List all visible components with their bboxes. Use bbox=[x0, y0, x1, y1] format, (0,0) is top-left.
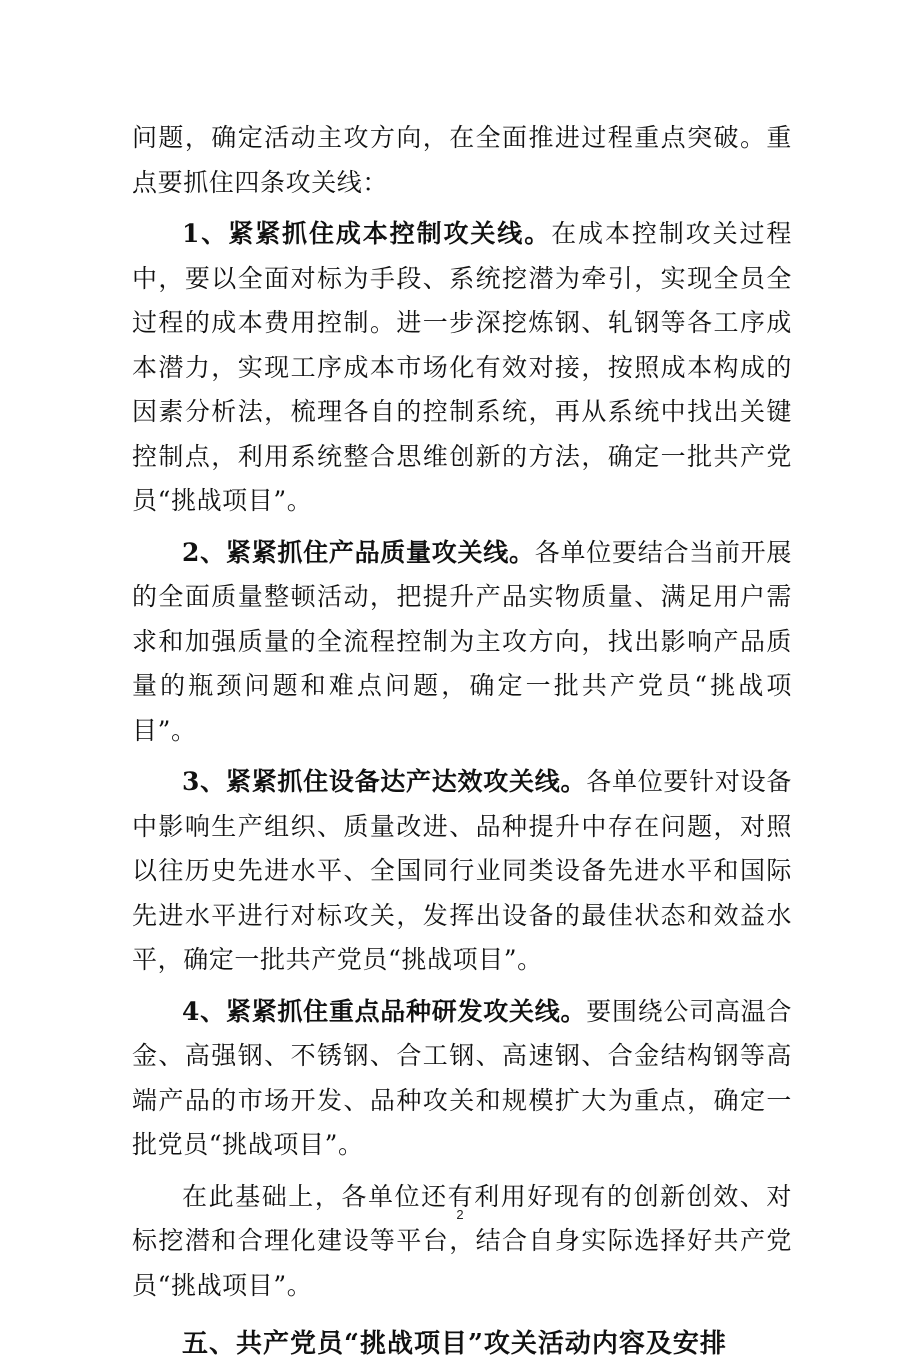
item-1-body: 在成本控制攻关过程中，要以全面对标为手段、系统挖潜为牵引，实现全员全过程的成本费用控制。进一步深挖炼钢、轧钢等各工序成本潜力，实现工序成本市场化有效对接，按照成本构成的因素分析法，梳理各自的控制系统，再从系统中找出关键控制点，利用系统整合思维创新的方法，确定一批共产党员“挑战项目”。 bbox=[132, 219, 792, 515]
item-3-body: 各单位要针对设备中影响生产组织、质量改进、品种提升中存在问题，对照以往历史先进水平、全国同行业同类设备先进水平和国际先进水平进行对标攻关，发挥出设备的最佳状态和效益水平，确定一批共产党员“挑战项目”。 bbox=[132, 767, 792, 974]
closing-paragraph: 在此基础上，各单位还有利用好现有的创新创效、对标挖潜和合理化建设等平台，结合自身实际选择好共产党员“挑战项目”。 bbox=[132, 1181, 792, 1300]
page-number: 2 bbox=[456, 1207, 464, 1222]
intro-paragraph: 问题，确定活动主攻方向，在全面推进过程重点突破。重点要抓住四条攻关线： bbox=[132, 123, 792, 197]
section-heading: 五、共产党员“挑战项目”攻关活动内容及安排 bbox=[182, 1329, 727, 1359]
item-2-body: 各单位要结合当前开展的全面质量整顿活动，把提升产品实物质量、满足用户需求和加强质量的全流程控制为主攻方向，找出影响产品质量的瓶颈问题和难点问题，确定一批共产党员“挑战项目”。 bbox=[132, 537, 792, 745]
item-3-lead: 3、紧紧抓住设备达产达效攻关线。 bbox=[182, 767, 587, 796]
item-1-paragraph bbox=[132, 212, 792, 524]
item-2-paragraph bbox=[132, 531, 792, 754]
item-1-lead: 1、紧紧抓住成本控制攻关线。 bbox=[182, 219, 552, 248]
item-3-paragraph bbox=[132, 760, 792, 983]
document-page bbox=[132, 116, 792, 1367]
item-2-lead: 2、紧紧抓住产品质量攻关线。 bbox=[182, 537, 535, 567]
item-4-body: 要围绕公司高温合金、高强钢、不锈钢、合工钢、高速钢、合金结构钢等高端产品的市场开发、品种攻关和规模扩大为重点，确定一批党员“挑战项目”。 bbox=[132, 996, 792, 1159]
item-4-paragraph bbox=[132, 990, 792, 1168]
item-4-lead: 4、紧紧抓住重点品种研发攻关线。 bbox=[182, 996, 587, 1026]
